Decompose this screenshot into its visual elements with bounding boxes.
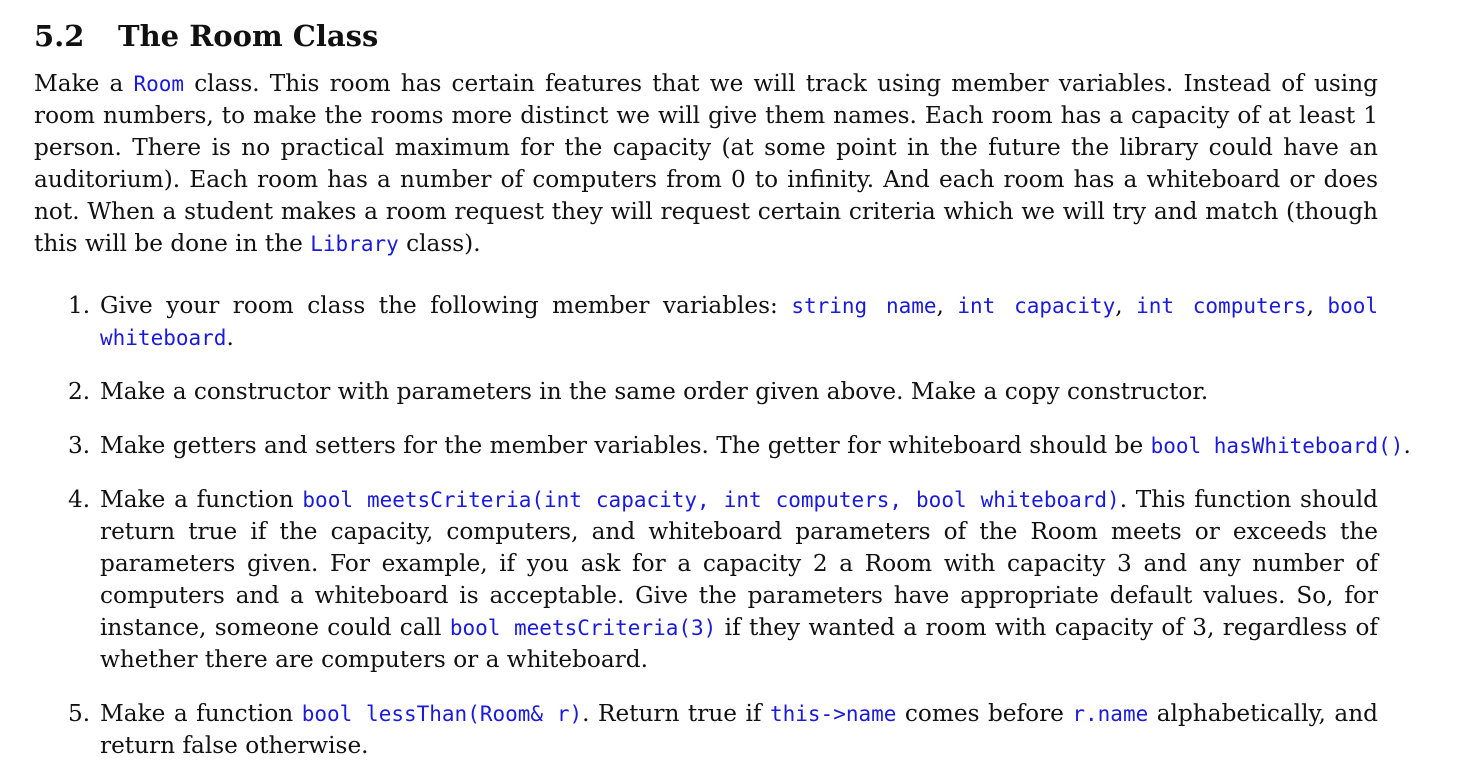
section-heading xyxy=(34,14,1378,58)
document-page xyxy=(34,14,1411,784)
code-int-computers: int computers xyxy=(1136,294,1307,318)
item-text: Give your room class the following member variables: xyxy=(100,292,792,319)
intro-text-2: class. This room has certain features that we will track using member variables. Instead of using room numbers, to make the rooms more distinct we will give them names. Each room has a capacity of at least 1 person. There is no practical maximum for the capacity (at some point in the future the library could have an auditorium). Each room has a number of computers from 0 to infinity. And each room has a whiteboard or does not. When a student makes a room request they will request certain criteria which we will try and match (though this will be done in the xyxy=(34,70,1379,257)
code-meets-criteria-signature: bool meetsCriteria(int capacity, int computers, bool whiteboard) xyxy=(302,488,1120,512)
item-text: , xyxy=(936,292,958,319)
item-body xyxy=(100,290,1378,354)
code-has-whiteboard: bool hasWhiteboard() xyxy=(1150,434,1404,458)
item-text: . xyxy=(1403,432,1411,459)
intro-text-1: Make a xyxy=(34,70,134,97)
list-item xyxy=(34,484,1378,676)
task-list xyxy=(34,290,1411,762)
code-less-than-signature: bool lessThan(Room& r) xyxy=(301,702,583,726)
item-text: . xyxy=(226,324,234,351)
item-text: . Return true if xyxy=(582,700,770,727)
item-text: alphabetically, and return false otherwise. xyxy=(100,700,1378,759)
item-number: 1. xyxy=(68,292,91,319)
item-body xyxy=(100,430,1411,462)
intro-text-3: class). xyxy=(398,230,481,257)
item-text: if they wanted a room with capacity of 3, regardless of whether there are computers or a whiteboard. xyxy=(100,614,1378,673)
item-text: Make a function xyxy=(100,700,302,727)
code-library: Library xyxy=(310,232,399,256)
item-number: 5. xyxy=(68,700,91,727)
item-text: , xyxy=(1306,292,1328,319)
code-int-capacity: int capacity xyxy=(957,294,1116,318)
section-title: The Room Class xyxy=(118,19,379,53)
item-text: Make a function xyxy=(100,486,303,513)
list-item xyxy=(34,290,1378,354)
item-number: 3. xyxy=(68,432,91,459)
item-number: 2. xyxy=(68,378,91,405)
list-item xyxy=(34,698,1378,762)
item-text: , xyxy=(1115,292,1137,319)
code-r-name: r.name xyxy=(1072,702,1149,726)
code-room: Room xyxy=(133,72,185,96)
item-body xyxy=(100,484,1378,676)
item-body xyxy=(100,698,1378,762)
section-number: 5.2 xyxy=(34,19,85,53)
intro-paragraph xyxy=(34,68,1378,260)
item-body xyxy=(100,376,1378,408)
code-bool-whiteboard: bool whiteboard xyxy=(100,294,1378,350)
code-string-name: string name xyxy=(791,294,937,318)
item-text: Make getters and setters for the member variables. The getter for whiteboard should be xyxy=(100,432,1151,459)
item-number: 4. xyxy=(68,486,91,513)
list-item xyxy=(34,430,1411,462)
code-meets-criteria-call: bool meetsCriteria(3) xyxy=(449,616,717,640)
item-text: Make a constructor with parameters in the same order given above. Make a copy constructor. xyxy=(100,378,1209,405)
code-this-name: this->name xyxy=(769,702,897,726)
item-text: . This function should return true if the capacity, computers, and whiteboard parameters of the Room meets or exceeds the parameters given. For example, if you ask for a capacity 2 a Room with capacity 3 and any number of computers and a whiteboard is acceptable. Give the parameters have appropriate default values. So, for instance, someone could call xyxy=(100,486,1378,641)
list-item xyxy=(34,376,1378,408)
item-text: comes before xyxy=(896,700,1073,727)
